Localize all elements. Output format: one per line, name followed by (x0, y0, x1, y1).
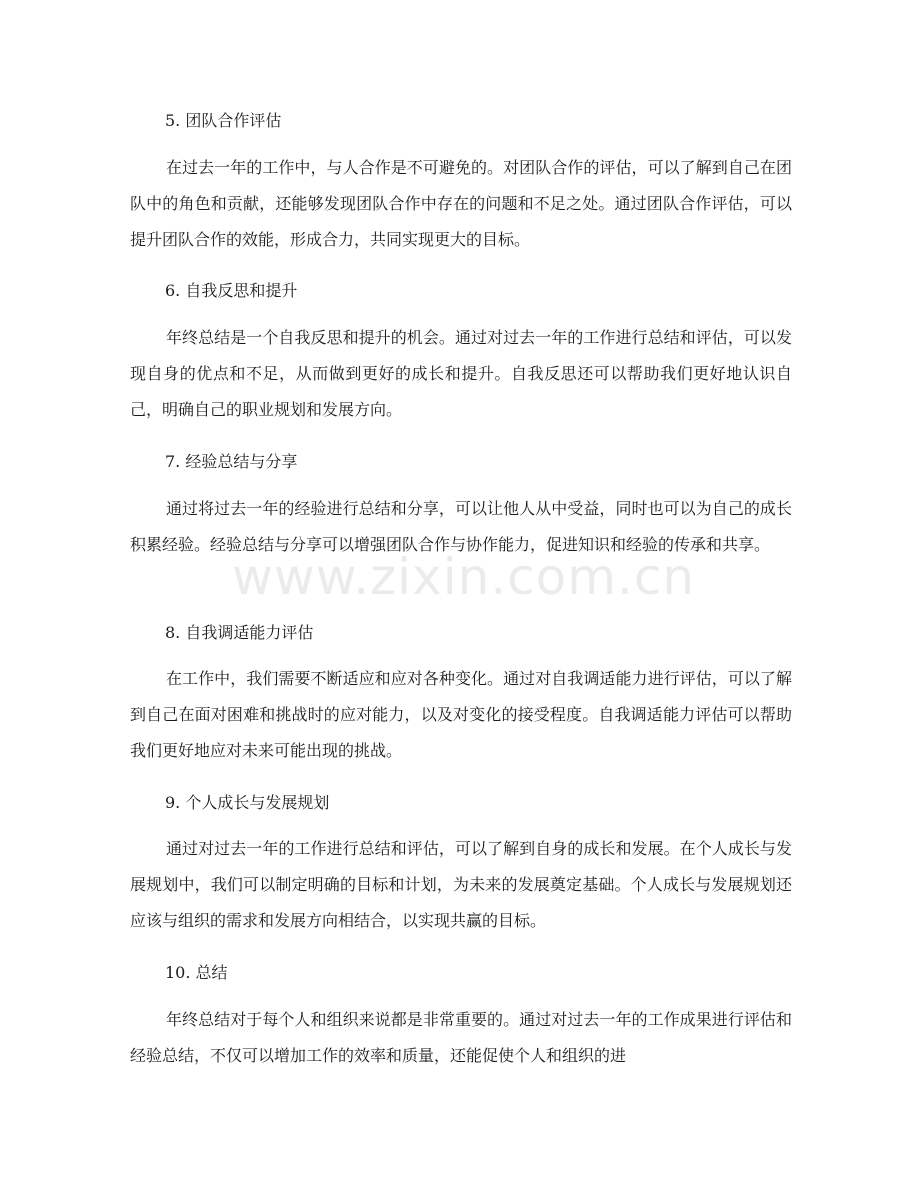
section-5-heading: 5. 团队合作评估 (165, 111, 282, 130)
section-8-heading: 8. 自我调适能力评估 (165, 623, 314, 642)
section-5-body: 在过去一年的工作中，与人合作是不可避免的。对团队合作的评估，可以了解到自己在团队中的角色和贡献，还能够发现团队合作中存在的问题和不足之处。通过团队合作评估，可以提升团队合作的效能，形成合力，共同实现更大的目标。 (130, 158, 792, 249)
section-7-body: 通过将过去一年的经验进行总结和分享，可以让他人从中受益，同时也可以为自己的成长积累经验。经验总结与分享可以增强团队合作与协作能力，促进知识和经验的传承和共享。 (130, 499, 792, 554)
section-8-body: 在工作中，我们需要不断适应和应对各种变化。通过对自我调适能力进行评估，可以了解到自己在面对困难和挑战时的应对能力，以及对变化的接受程度。自我调适能力评估可以帮助我们更好地应对未来可能出现的挑战。 (130, 669, 792, 760)
section-10-body: 年终总结对于每个人和组织来说都是非常重要的。通过对过去一年的工作成果进行评估和经验总结，不仅可以增加工作的效率和质量，还能促使个人和组织的进 (130, 1010, 792, 1065)
section-6-heading: 6. 自我反思和提升 (165, 281, 298, 300)
section-9-body: 通过对过去一年的工作进行总结和评估，可以了解到自身的成长和发展。在个人成长与发展规划中，我们可以制定明确的目标和计划，为未来的发展奠定基础。个人成长与发展规划还应该与组织的需求和发展方向相结合，以实现共赢的目标。 (130, 839, 792, 930)
section-7-heading: 7. 经验总结与分享 (165, 452, 298, 471)
watermark: www.zixin.com.cn (232, 548, 696, 606)
section-10-heading: 10. 总结 (165, 963, 228, 982)
section-6-body: 年终总结是一个自我反思和提升的机会。通过对过去一年的工作进行总结和评估，可以发现自身的优点和不足，从而做到更好的成长和提升。自我反思还可以帮助我们更好地认识自己，明确自己的职业规划和发展方向。 (130, 328, 792, 419)
section-9-heading: 9. 个人成长与发展规划 (165, 793, 330, 812)
